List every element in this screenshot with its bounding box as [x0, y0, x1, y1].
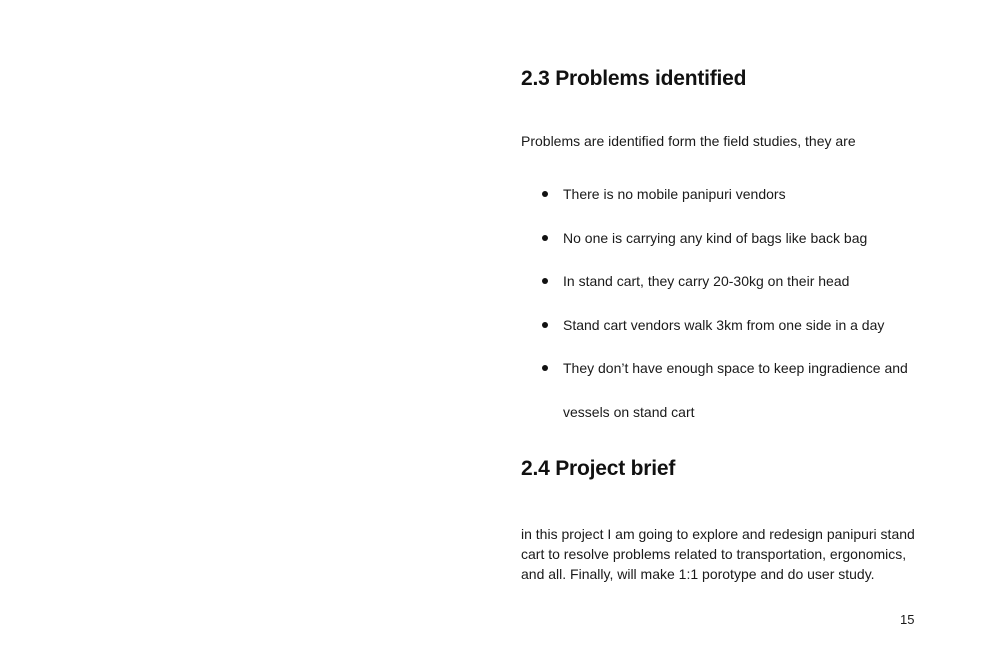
heading-problems-identified: 2.3 Problems identified: [521, 67, 747, 90]
bullet-icon: [542, 365, 548, 371]
list-item-continuation: vessels on stand cart: [563, 404, 695, 420]
bullet-icon: [542, 235, 548, 241]
paragraph-line: in this project I am going to explore and redesign panipuri stand: [521, 526, 915, 542]
paragraph-line: and all. Finally, will make 1:1 porotype and do user study.: [521, 566, 875, 582]
paragraph-line: cart to resolve problems related to transportation, ergonomics,: [521, 546, 907, 562]
list-item-text: There is no mobile panipuri vendors: [563, 186, 786, 202]
list-item-text: Stand cart vendors walk 3km from one side in a day: [563, 317, 885, 333]
page-number: 15: [900, 612, 915, 627]
list-item-text: In stand cart, they carry 20-30kg on their head: [563, 273, 850, 289]
bullet-icon: [542, 322, 548, 328]
right-page: [500, 0, 1000, 667]
heading-project-brief: 2.4 Project brief: [521, 457, 676, 480]
bullet-icon: [542, 191, 548, 197]
bullet-icon: [542, 278, 548, 284]
list-item-text: They don’t have enough space to keep ingradience and: [563, 360, 908, 376]
problems-intro-text: Problems are identified form the field studies, they are: [521, 133, 856, 149]
project-brief-paragraph: [521, 524, 921, 584]
list-item-text: No one is carrying any kind of bags like back bag: [563, 230, 868, 246]
